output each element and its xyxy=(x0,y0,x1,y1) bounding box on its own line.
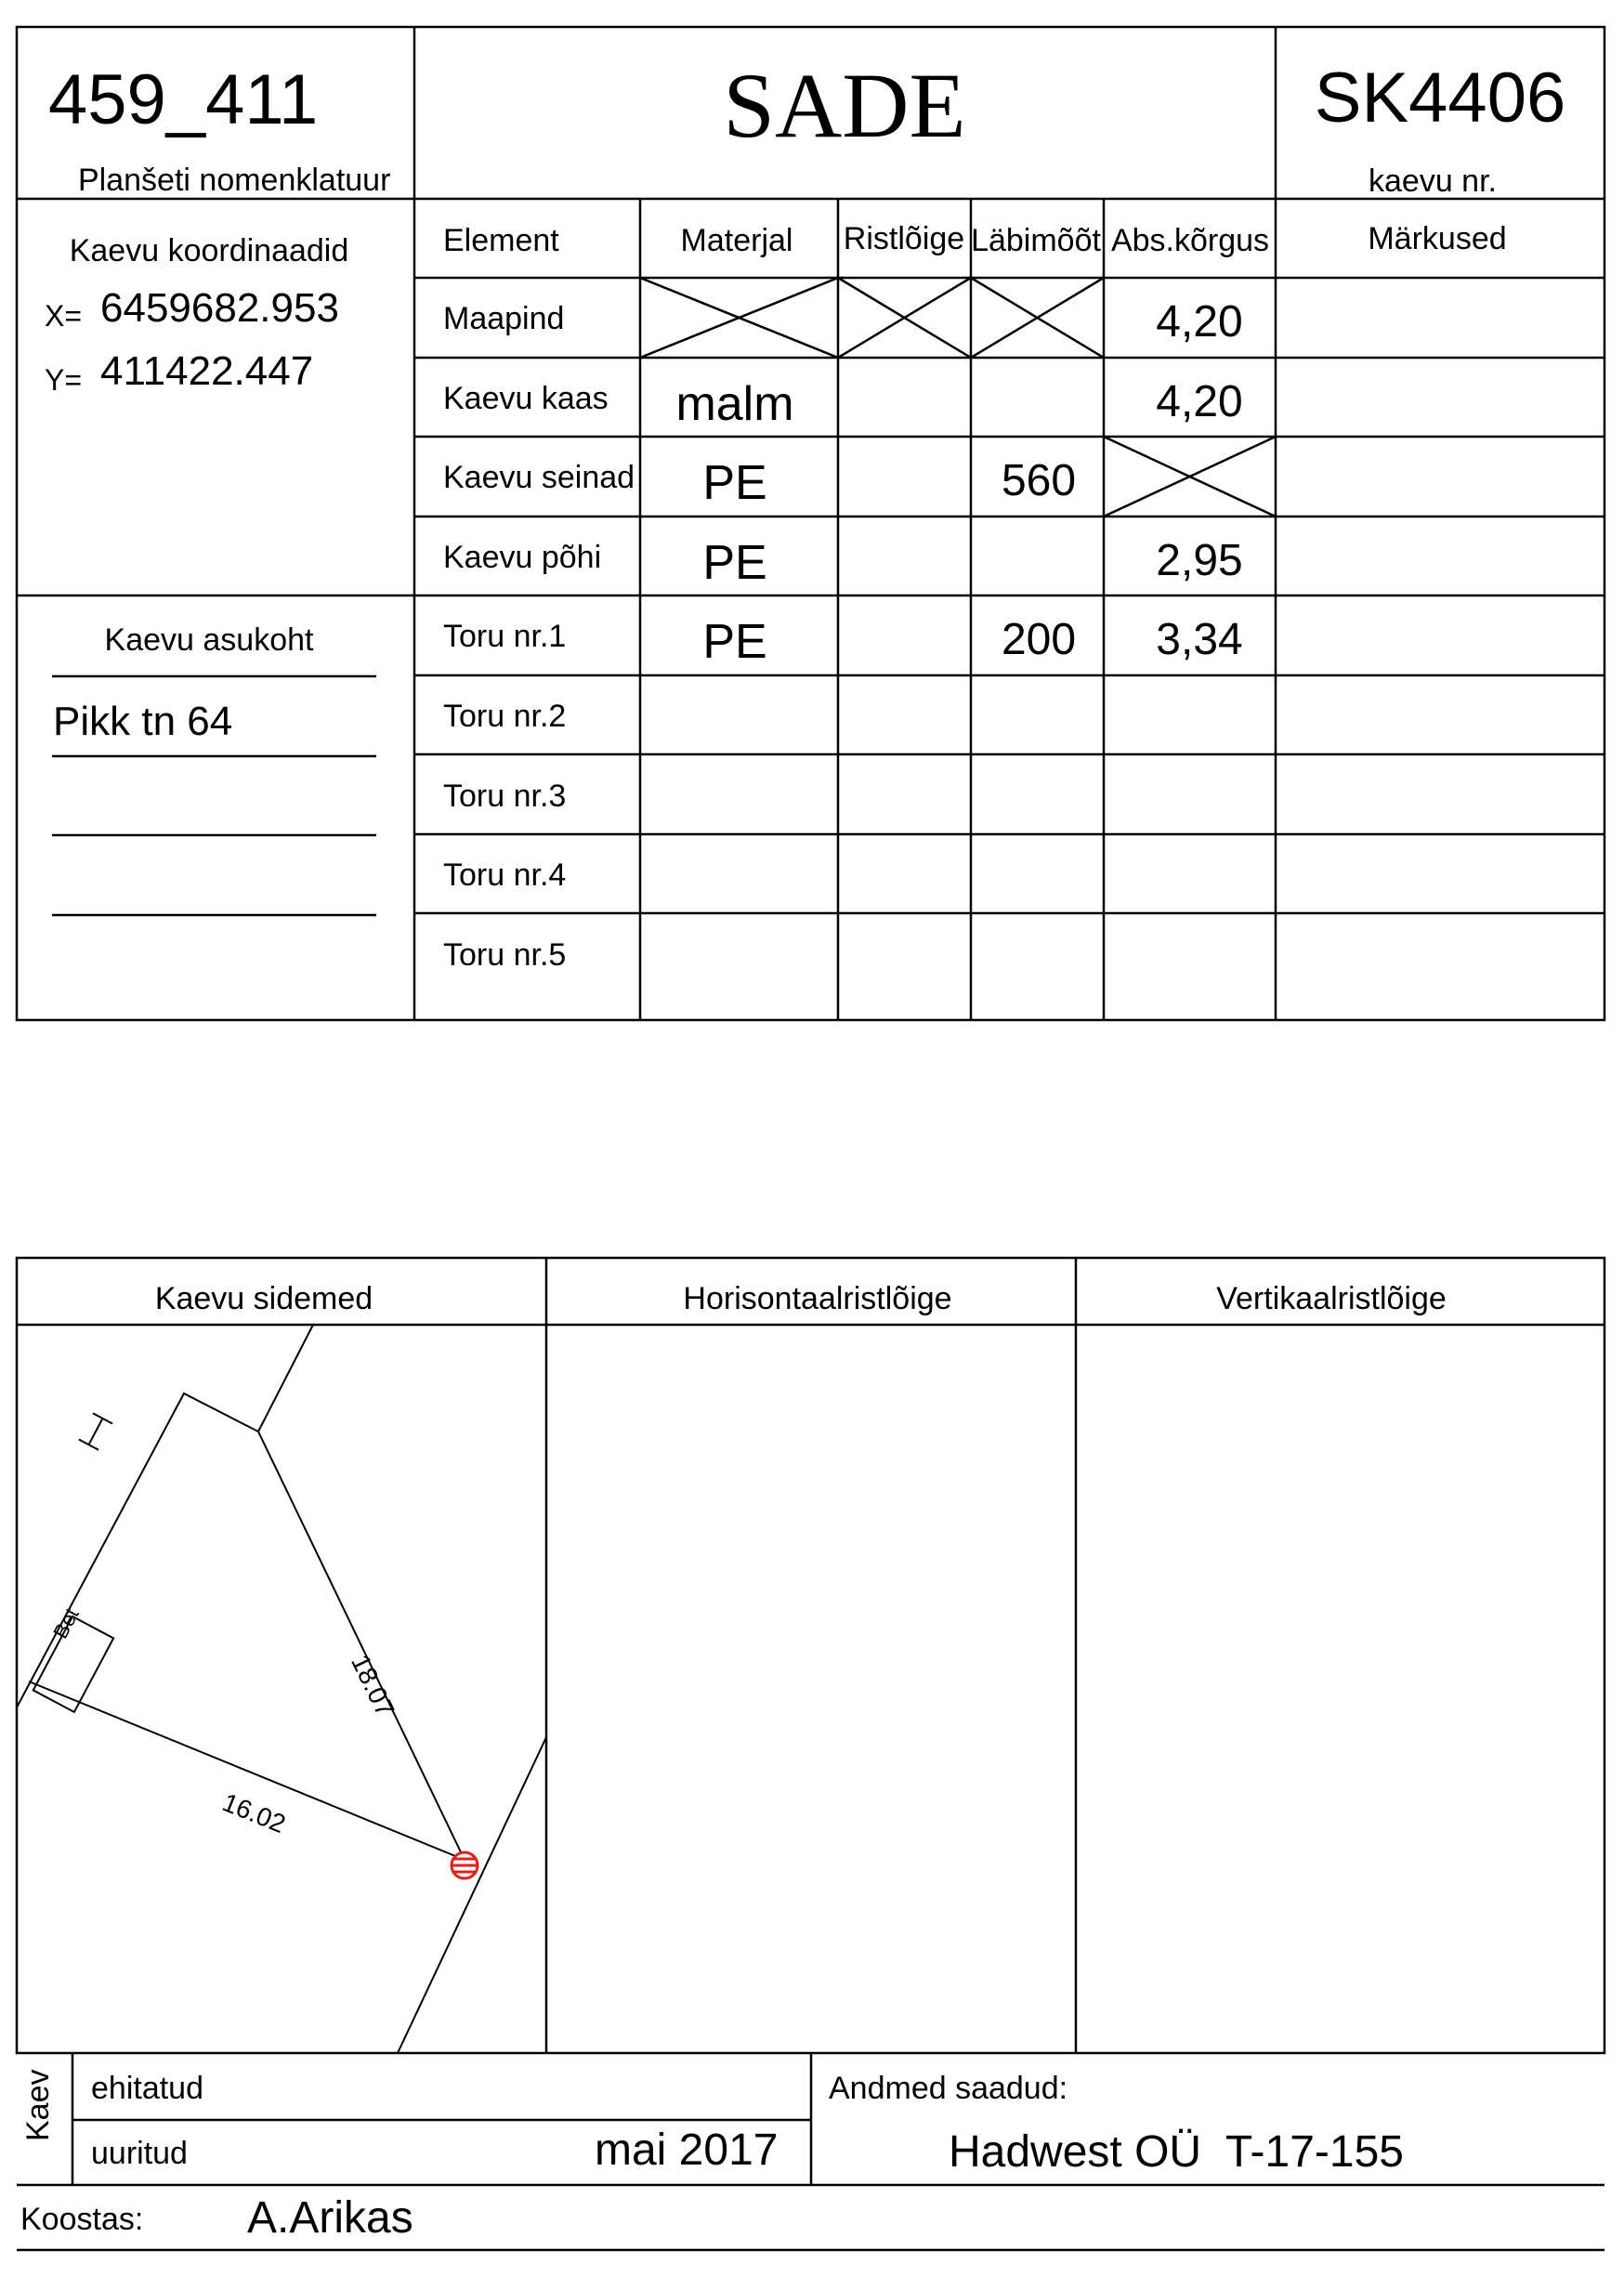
data-source-label: Andmed saadud: xyxy=(829,2071,1068,2106)
col-diameter: Läbimõõt xyxy=(971,223,1101,258)
page-title: SADE xyxy=(723,54,966,157)
building-label: Bet xyxy=(48,1603,84,1642)
surveyed-value: mai 2017 xyxy=(595,2126,779,2175)
row-elevation: 4,20 xyxy=(1156,297,1243,347)
row-elevation: 4,20 xyxy=(1156,377,1243,426)
side-label: Kaev xyxy=(20,2069,56,2141)
panel-horizontal-title: Horisontaalristlõige xyxy=(683,1281,952,1316)
col-elevation: Abs.kõrgus xyxy=(1110,223,1270,258)
row-element: Kaevu seinad xyxy=(443,460,635,495)
row-elevation: 2,95 xyxy=(1156,536,1243,585)
row-diameter: 200 xyxy=(1001,615,1077,664)
row-material: PE xyxy=(702,536,767,590)
compiled-label: Koostas: xyxy=(20,2202,144,2237)
row-elevation: 3,34 xyxy=(1156,615,1243,664)
compiled-value: A.Arikas xyxy=(247,2193,413,2243)
well-caption: kaevu nr. xyxy=(1369,164,1497,199)
col-material: Materjal xyxy=(680,223,793,258)
surveyed-label: uuritud xyxy=(91,2136,188,2171)
row-element: Toru nr.4 xyxy=(443,857,567,893)
distance-label-1: 18.07 xyxy=(345,1650,400,1721)
panel-vertical-title: Vertikaalristlõige xyxy=(1216,1281,1447,1316)
lower-frame xyxy=(17,1258,1604,2053)
row-element: Kaevu kaas xyxy=(443,381,609,416)
location-line-1: Pikk tn 64 xyxy=(53,699,233,744)
location-title: Kaevu asukoht xyxy=(104,622,314,658)
row-element: Toru nr.5 xyxy=(443,937,567,973)
row-material: malm xyxy=(675,377,794,431)
distance-label-2: 16.02 xyxy=(218,1787,290,1839)
coordinates-title: Kaevu koordinaadid xyxy=(69,233,349,268)
row-diameter: 560 xyxy=(1001,456,1077,505)
data-source-value: Hadwest OÜ T-17-155 xyxy=(948,2127,1405,2177)
col-notes: Märkused xyxy=(1368,221,1507,256)
y-label: Y= xyxy=(45,363,83,397)
row-material: PE xyxy=(702,615,767,669)
well-symbol-icon xyxy=(452,1852,478,1878)
y-value: 411422.447 xyxy=(100,348,314,394)
col-cross-section: Ristlõige xyxy=(843,221,965,256)
col-element: Element xyxy=(443,223,559,258)
row-material: PE xyxy=(702,456,767,510)
row-element: Toru nr.1 xyxy=(443,619,567,654)
x-label: X= xyxy=(45,299,83,333)
well-number: SK4406 xyxy=(1314,59,1566,137)
row-element: Maapind xyxy=(443,301,565,336)
sheet-number: 459_411 xyxy=(48,60,319,139)
row-element: Toru nr.3 xyxy=(443,778,567,814)
row-element: Toru nr.2 xyxy=(443,699,567,734)
panel-ties-title: Kaevu sidemed xyxy=(154,1281,373,1316)
row-element: Kaevu põhi xyxy=(443,540,602,575)
built-label: ehitatud xyxy=(91,2071,203,2106)
x-value: 6459682.953 xyxy=(100,285,339,331)
sheet-caption: Planšeti nomenklatuur xyxy=(78,163,391,198)
